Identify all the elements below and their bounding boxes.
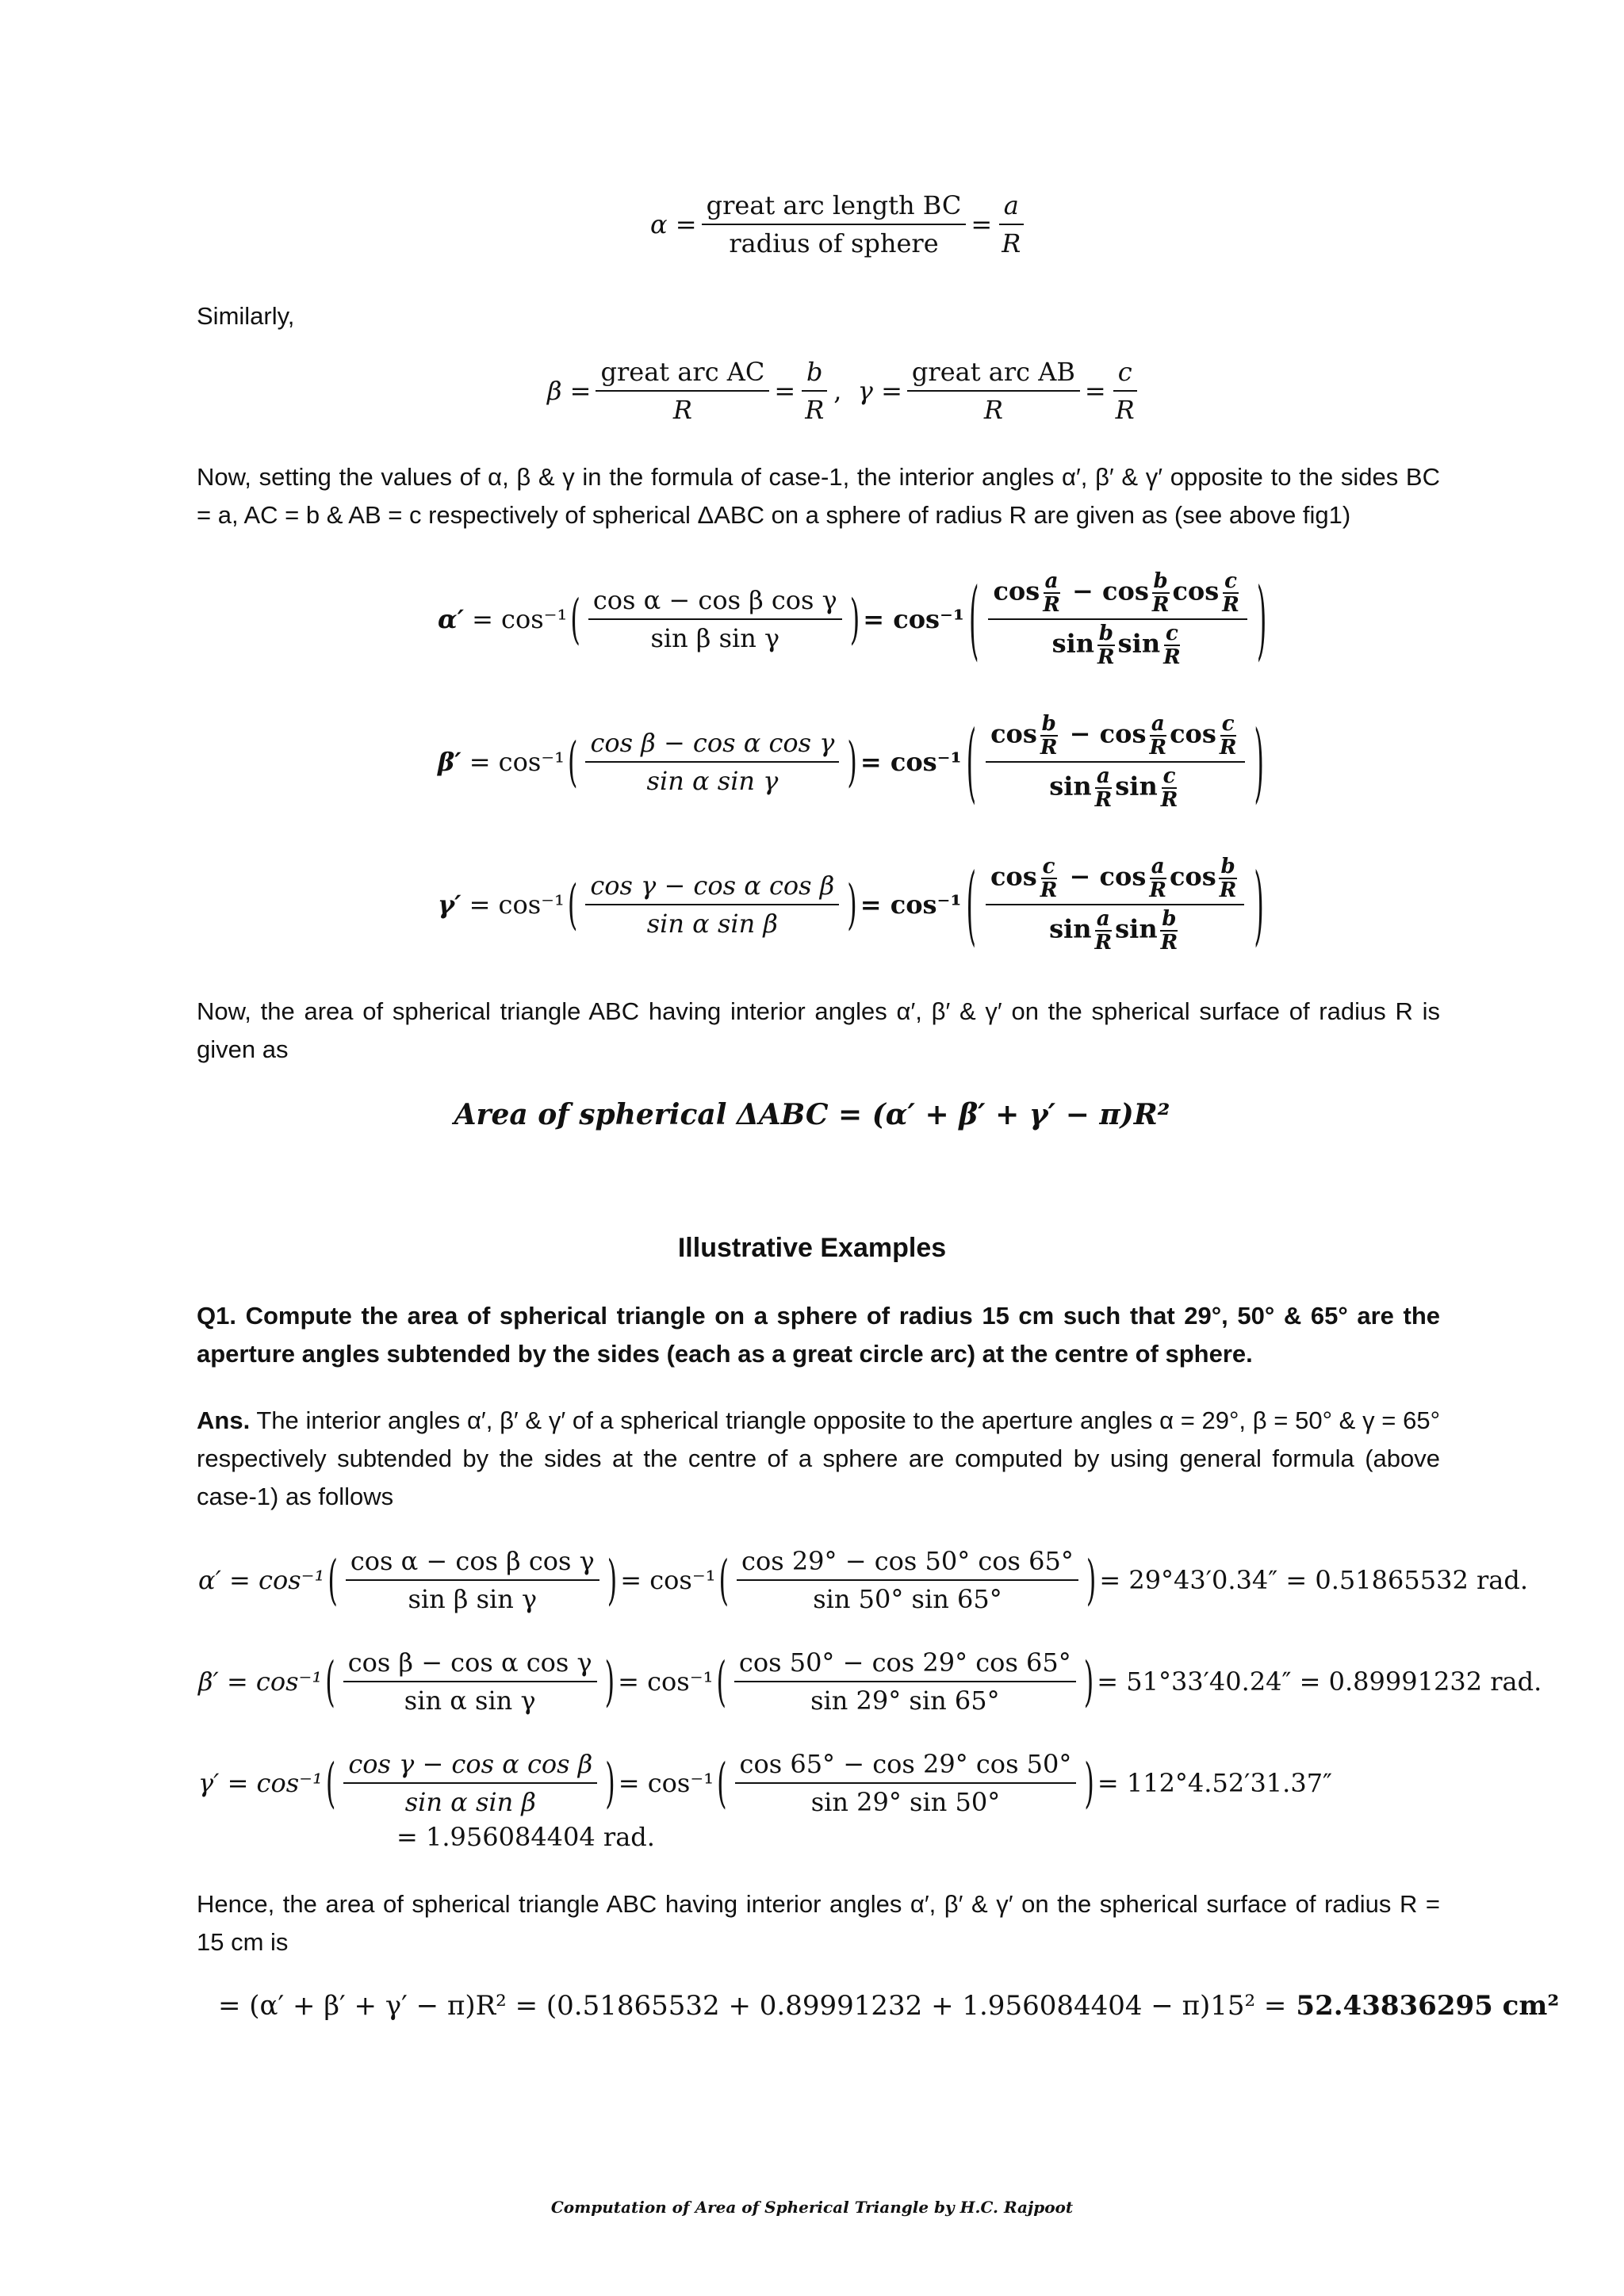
formula-beta-cos-inv: = cos⁻¹ — [469, 747, 565, 777]
formula-gamma-prime — [438, 853, 1269, 956]
formula-beta-denominator-2: sin $\frac{a}{R}$ sin $\frac{c}{R}$ — [1049, 764, 1178, 812]
formula-alpha-eq2: = cos⁻¹ — [863, 604, 964, 634]
ex-gamma-result-2: = 1.956084404 rad. — [396, 1822, 655, 1852]
eq-alpha-fraction-2 — [997, 190, 1025, 258]
paren-open: ( — [568, 730, 578, 794]
ex-beta-numerator-2: cos 50° − cos 29° cos 65° — [734, 1647, 1076, 1682]
eq-alpha-equals: = — [971, 209, 993, 239]
bigparen-open: ( — [968, 568, 979, 671]
eq-gamma-equals: = — [1084, 376, 1106, 406]
ex-beta-fraction — [343, 1647, 597, 1716]
ex-alpha-denominator: sin β sin γ — [408, 1584, 538, 1614]
eq-beta-equals: = — [774, 376, 796, 406]
eq-alpha-fraction — [702, 190, 967, 258]
ex-beta-numerator: cos β − cos α cos γ — [343, 1647, 597, 1682]
formula-alpha-denominator: sin β sin γ — [650, 623, 780, 653]
formula-beta-numerator: cos β − cos α cos γ — [585, 728, 839, 763]
formula-alpha-cos-inv: = cos⁻¹ — [472, 604, 568, 634]
final-result: 52.43836295 cm² — [1296, 1990, 1560, 2022]
paren-open: ( — [567, 873, 578, 936]
formula-alpha-fraction — [588, 585, 842, 653]
eq-gamma-denominator: R — [983, 395, 1003, 425]
area-paragraph: Now, the area of spherical triangle ABC having interior angles α′, β′ & γ′ on the spherical surface of radius R is given as — [197, 997, 1440, 1063]
ex-gamma-lhs: γ′ = cos⁻¹ — [198, 1768, 323, 1798]
ex-gamma-denominator-2: sin 29° sin 50° — [810, 1787, 1001, 1817]
paren-open: ( — [325, 1751, 336, 1815]
formula-beta-fraction — [585, 728, 839, 796]
ex-beta-denominator-2: sin 29° sin 65° — [810, 1686, 1000, 1716]
paren-close: ) — [604, 1650, 615, 1713]
formula-gamma-denominator-2: sin $\frac{a}{R}$ sin $\frac{b}{R}$ — [1049, 907, 1178, 955]
question-1: Q1. Compute the area of spherical triangle on a sphere of radius 15 cm such that 29°, 50° & 65° are the aperture angles subtended by the sides (each as a great circle arc) at the centre of sphere. — [197, 1302, 1440, 1368]
setting-paragraph: Now, setting the values of α, β & γ in the formula of case-1, the interior angles α′, β′ & γ′ opposite to the sides BC = a, AC = b & AB = c respectively of spherical ΔABC on a sphere of radius R are given as (see above fig1) — [197, 463, 1440, 529]
formula-gamma-fraction-2 — [986, 856, 1244, 953]
bigparen-open: ( — [966, 710, 977, 813]
ex-gamma-result: = 112°4.52′31.37″ — [1097, 1768, 1332, 1798]
ex-gamma-denominator: sin α sin β — [404, 1787, 536, 1817]
paren-close: ) — [849, 587, 860, 651]
example-alpha — [198, 1546, 1528, 1614]
ex-beta-lhs: β′ = cos⁻¹ — [198, 1667, 323, 1697]
eq-alpha-numerator-2: a — [999, 190, 1024, 225]
eq-beta-denominator-2: R — [805, 395, 825, 425]
similarly-text: Similarly, — [197, 302, 295, 330]
formula-beta-denominator: sin α sin γ — [646, 766, 779, 796]
example-beta — [198, 1647, 1542, 1716]
eq-beta-fraction — [596, 357, 769, 425]
hence-paragraph: Hence, the area of spherical triangle ABC having interior angles α′, β′ & γ′ on the spherical surface of radius R = 15 cm is — [197, 1890, 1440, 1956]
ex-alpha-lhs: α′ = cos⁻¹ — [198, 1565, 325, 1595]
paren-close: ) — [1083, 1650, 1094, 1713]
ex-gamma-numerator-2: cos 65° − cos 29° cos 50° — [735, 1749, 1077, 1784]
formula-beta-numerator-2: cos $\frac{b}{R}$ − cos $\frac{a}{R}$ cos $\frac{c}{R}$ — [986, 714, 1244, 763]
section-title: Illustrative Examples — [677, 1233, 947, 1263]
ex-alpha-denominator-2: sin 50° sin 65° — [813, 1584, 1002, 1614]
ex-beta-mid: = cos⁻¹ — [618, 1667, 714, 1697]
answer-paragraph — [197, 1402, 1440, 1516]
formula-alpha-lhs: α′ — [438, 604, 465, 634]
equation-beta-gamma — [547, 357, 1144, 425]
paren-open: ( — [327, 1548, 338, 1612]
page-footer: Computation of Area of Spherical Triangle by H.C. Rajpoot — [550, 2198, 1074, 2217]
paren-close: ) — [847, 873, 857, 936]
formula-gamma-eq2: = cos⁻¹ — [860, 890, 962, 920]
eq-alpha-numerator: great arc length BC — [702, 190, 967, 225]
formula-beta-eq2: = cos⁻¹ — [860, 747, 962, 777]
eq-beta-numerator: great arc AC — [596, 357, 769, 392]
formula-alpha-numerator: cos α − cos β cos γ — [588, 585, 842, 620]
paren-close: ) — [607, 1548, 618, 1612]
example-gamma — [198, 1749, 1332, 1817]
eq-gamma-fraction — [907, 357, 1080, 425]
formula-gamma-lhs: γ′ — [438, 890, 462, 920]
formula-gamma-numerator: cos γ − cos α cos β — [585, 871, 839, 905]
area-formula: Area of spherical ΔABC = (α′ + β′ + γ′ − π)R² — [454, 1098, 1170, 1131]
eq-beta-denominator: R — [672, 395, 692, 425]
ex-gamma-mid: = cos⁻¹ — [618, 1768, 714, 1798]
formula-gamma-numerator-2: cos $\frac{c}{R}$ − cos $\frac{a}{R}$ cos $\frac{b}{R}$ — [986, 856, 1244, 905]
eq-beta-fraction-2 — [800, 357, 829, 425]
answer-label: Ans. — [197, 1406, 251, 1434]
formula-alpha-numerator-2: cos $\frac{a}{R}$ − cos $\frac{b}{R}$ cos $\frac{c}{R}$ — [988, 571, 1247, 620]
ex-alpha-numerator-2: cos 29° − cos 50° cos 65° — [737, 1546, 1078, 1581]
eq-beta-lhs: β = — [547, 376, 592, 406]
paren-close: ) — [1086, 1548, 1097, 1612]
ex-gamma-fraction — [343, 1749, 597, 1817]
formula-alpha-denominator-2: sin $\frac{b}{R}$ sin $\frac{c}{R}$ — [1051, 622, 1181, 669]
ex-beta-result: = 51°33′40.24″ = 0.89991232 rad. — [1097, 1667, 1542, 1697]
final-equation — [218, 1990, 1559, 2022]
final-eq-expression: = (α′ + β′ + γ′ − π)R² = (0.51865532 + 0.89991232 + 1.956084404 − π)15² = — [218, 1990, 1287, 2022]
formula-beta-prime — [438, 710, 1269, 813]
eq-gamma-numerator: great arc AB — [907, 357, 1080, 392]
eq-gamma-numerator-2: c — [1113, 357, 1137, 392]
paren-close: ) — [847, 730, 857, 794]
paren-open: ( — [717, 1751, 727, 1815]
ex-gamma-fraction-2 — [735, 1749, 1077, 1817]
ex-gamma-numerator: cos γ − cos α cos β — [343, 1749, 597, 1784]
formula-alpha-fraction-2 — [988, 571, 1247, 668]
paren-open: ( — [570, 587, 580, 651]
paren-open: ( — [718, 1548, 730, 1612]
equation-alpha — [650, 190, 1030, 258]
paren-open: ( — [325, 1650, 335, 1713]
eq-beta-numerator-2: b — [802, 357, 827, 392]
answer-text: The interior angles α′, β′ & γ′ of a spherical triangle opposite to the aperture angles α = 29°, β = 50° & γ = 65° respectively subtended by the sides at the centre of a sphere are computed by using general formula (above case-1) as follows — [197, 1406, 1440, 1510]
ex-alpha-numerator: cos α − cos β cos γ — [346, 1546, 599, 1581]
bigparen-close: ) — [1254, 710, 1264, 813]
formula-alpha-prime — [438, 568, 1271, 671]
paren-close: ) — [605, 1751, 615, 1815]
ex-beta-fraction-2 — [734, 1647, 1076, 1716]
eq-gamma-fraction-2 — [1111, 357, 1139, 425]
ex-alpha-result: = 29°43′0.34″ = 0.51865532 rad. — [1099, 1565, 1528, 1595]
bigparen-open: ( — [966, 853, 976, 956]
bigparen-close: ) — [1256, 568, 1267, 671]
eq-comma: , — [833, 376, 858, 406]
eq-gamma-lhs: γ = — [857, 376, 902, 406]
eq-alpha-denominator-2: R — [1002, 228, 1021, 258]
eq-alpha-lhs: α = — [650, 209, 697, 239]
formula-beta-lhs: β′ — [438, 747, 462, 777]
ex-alpha-mid: = cos⁻¹ — [620, 1565, 716, 1595]
formula-beta-fraction-2 — [986, 714, 1244, 810]
eq-gamma-denominator-2: R — [1115, 395, 1135, 425]
bigparen-close: ) — [1254, 853, 1264, 956]
paren-open: ( — [716, 1650, 726, 1713]
ex-alpha-fraction — [346, 1546, 599, 1614]
ex-alpha-fraction-2 — [737, 1546, 1078, 1614]
paren-close: ) — [1084, 1751, 1094, 1815]
formula-gamma-fraction — [585, 871, 839, 939]
eq-alpha-denominator: radius of sphere — [729, 228, 939, 258]
formula-gamma-denominator: sin α sin β — [646, 909, 778, 939]
formula-gamma-cos-inv: = cos⁻¹ — [469, 890, 565, 920]
ex-beta-denominator: sin α sin γ — [404, 1686, 536, 1716]
